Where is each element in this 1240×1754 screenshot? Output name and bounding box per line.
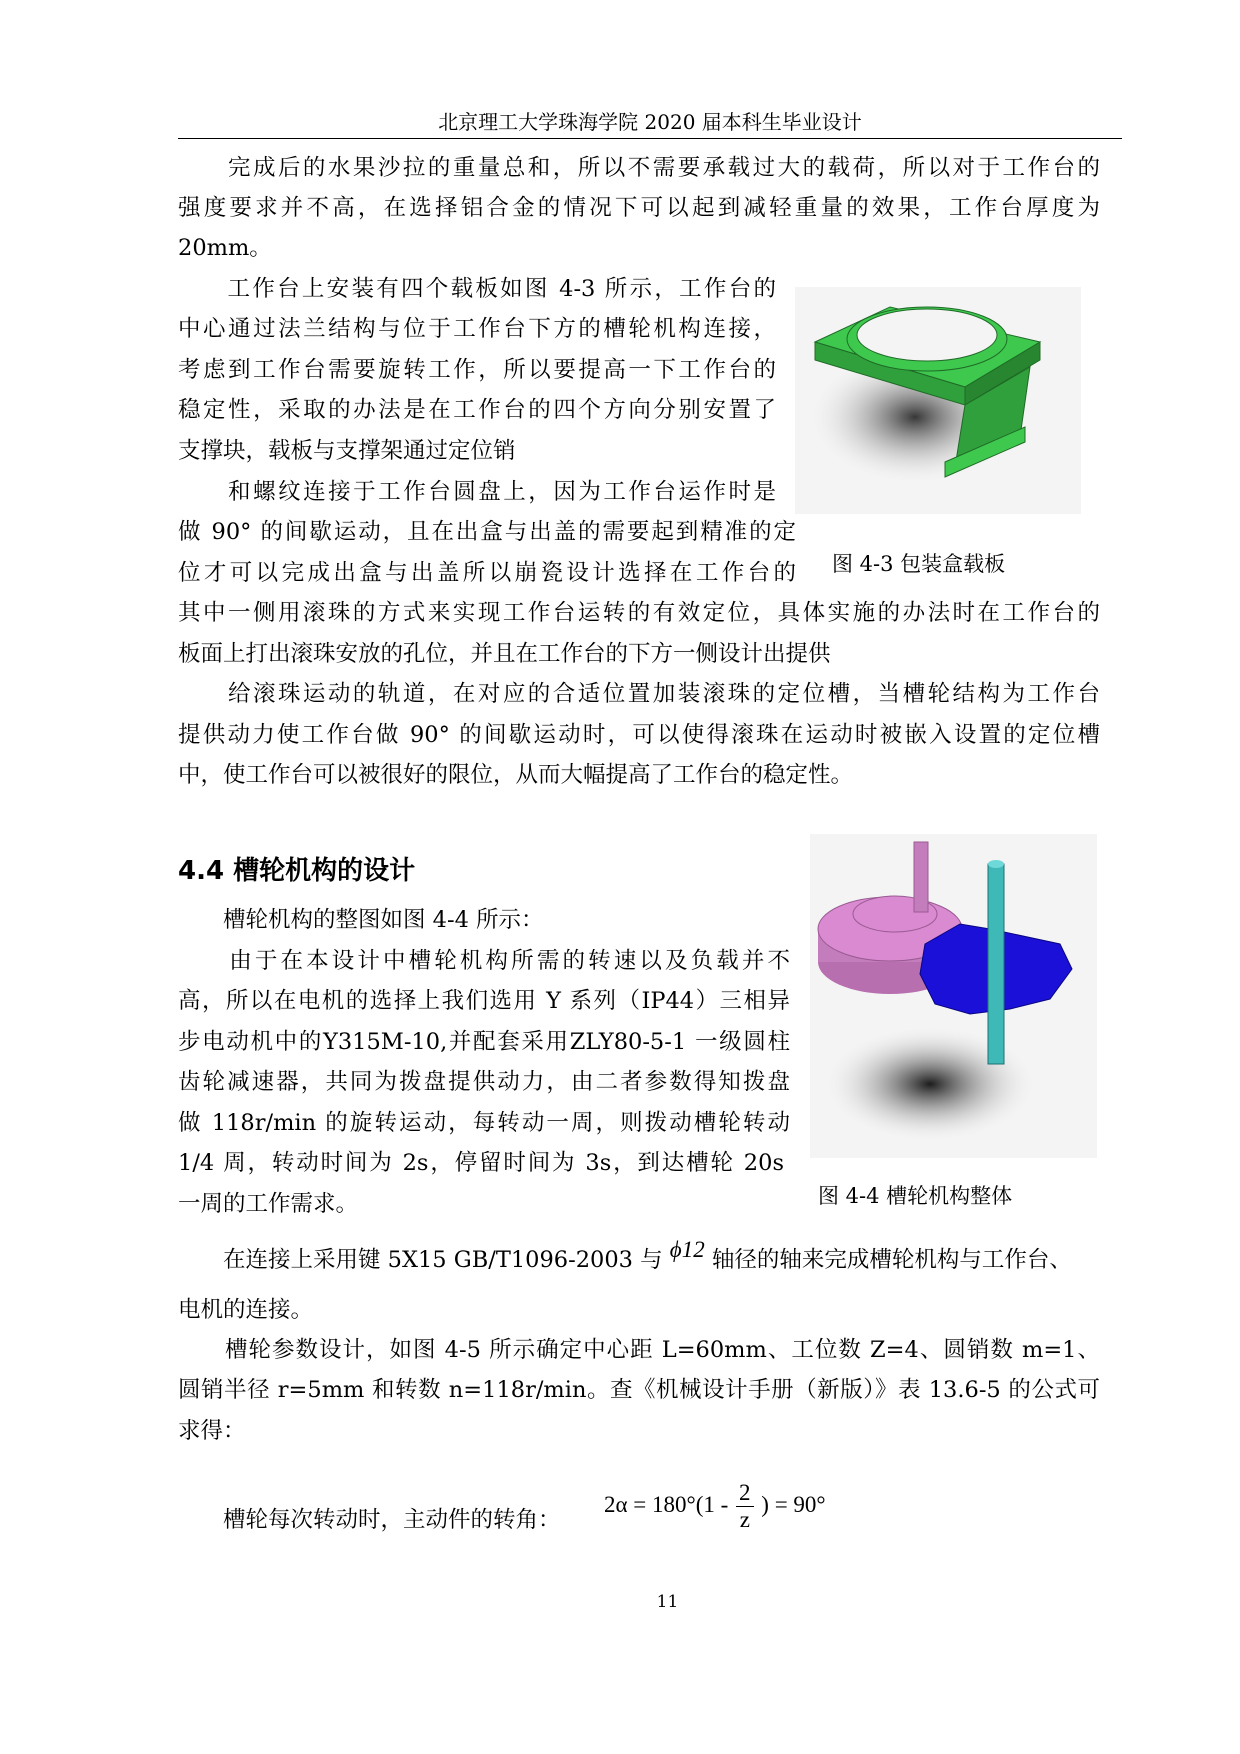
formula-numerator: 2 (736, 1480, 754, 1507)
paragraph-line: 圆销半径 r=5mm 和转数 n=118r/min。查《机械设计手册（新版）》表 13.6-5 的公式可 (178, 1377, 1100, 1403)
paragraph-line: 20mm。 (178, 235, 272, 261)
paragraph-line: 槽轮机构的整图如图 4-4 所示： (178, 907, 544, 933)
paragraph-line: 由于在本设计中槽轮机构所需的转速以及负载并不 (178, 948, 790, 974)
formula-lhs: 2α = 180°(1 - (604, 1491, 729, 1517)
paragraph-line: 稳定性，采取的办法是在工作台的四个方向分别安置了 (178, 397, 776, 423)
figure-4-4-caption: 图 4-4 槽轮机构整体 (818, 1184, 1013, 1208)
paragraph-line: 提供动力使工作台做 90° 的间歇运动时，可以使得滚珠在运动时被嵌入设置的定位槽 (178, 722, 1100, 748)
paragraph-line: 其中一侧用滚珠的方式来实现工作台运转的有效定位，具体实施的办法时在工作台的 (178, 600, 1100, 626)
section-heading: 4.4 槽轮机构的设计 (178, 856, 416, 886)
paragraph-line: 中，使工作台可以被很好的限位，从而大幅提高了工作台的稳定性。 (178, 762, 854, 788)
paragraph-line: 板面上打出滚珠安放的孔位，并且在工作台的下方一侧设计出提供 (178, 641, 831, 667)
paragraph-line: 槽轮参数设计，如图 4-5 所示确定中心距 L=60mm、工位数 Z=4、圆销数 m=1、 (178, 1337, 1100, 1363)
paragraph-line: 完成后的水果沙拉的重量总和，所以不需要承载过大的载荷，所以对于工作台的 (178, 155, 1100, 181)
paragraph-line: 齿轮减速器，共同为拨盘提供动力，由二者参数得知拨盘 (178, 1069, 790, 1095)
paragraph-line: 做 118r/min 的旋转运动，每转动一周，则拨动槽轮转动 (178, 1110, 790, 1136)
paragraph-line: 支撑块，载板与支撑架通过定位销 (178, 438, 516, 464)
figure-4-4-geneva-mechanism-image (810, 834, 1097, 1158)
diameter-symbol: ϕ12 (669, 1237, 705, 1262)
paragraph-line: 高，所以在电机的选择上我们选用 Y 系列（IP44）三相异 (178, 988, 790, 1014)
paragraph-line: 求得： (178, 1418, 246, 1444)
text-run: 轴径的轴来完成槽轮机构与工作台、 (711, 1247, 1072, 1273)
paragraph-line: 工作台上安装有四个载板如图 4-3 所示，工作台的 (178, 276, 776, 302)
paragraph-line: 考虑到工作台需要旋转工作，所以要提高一下工作台的 (178, 357, 776, 383)
paragraph-line: 位才可以完成出盒与出盖所以崩瓷设计选择在工作台的 (178, 560, 796, 586)
paragraph-line: 强度要求并不高，在选择铝合金的情况下可以起到减轻重量的效果，工作台厚度为 (178, 195, 1100, 221)
paragraph-line: 槽轮每次转动时，主动件的转角： (178, 1507, 561, 1533)
paragraph-line: 和螺纹连接于工作台圆盘上，因为工作台运作时是 (178, 479, 776, 505)
header-rule (178, 138, 1122, 139)
paragraph-line (178, 1237, 1072, 1275)
text-run: 在连接上采用键 5X15 GB/T1096-2003 与 (178, 1247, 663, 1273)
formula-rhs: ) = 90° (761, 1491, 826, 1517)
paragraph-line: 给滚珠运动的轨道，在对应的合适位置加装滚珠的定位槽，当槽轮结构为工作台 (178, 681, 1100, 707)
paragraph-line: 一周的工作需求。 (178, 1191, 359, 1217)
paragraph-line: 电机的连接。 (178, 1297, 314, 1323)
figure-4-3-caption: 图 4-3 包装盒载板 (832, 552, 1006, 576)
figure-4-3-carrier-plate-image (795, 287, 1081, 514)
formula-denominator: z (739, 1507, 750, 1532)
paragraph-line: 1/4 周，转动时间为 2s，停留时间为 3s，到达槽轮 20s (178, 1150, 784, 1176)
page-number: 11 (656, 1592, 679, 1612)
paragraph-line: 中心通过法兰结构与位于工作台下方的槽轮机构连接， (178, 316, 776, 342)
paragraph-line: 做 90° 的间歇运动，且在出盒与出盖的需要起到精准的定 (178, 519, 796, 545)
paragraph-line: 步电动机中的Y315M-10,并配套采用ZLY80-5-1 一级圆柱 (178, 1029, 790, 1055)
running-header: 北京理工大学珠海学院 2020 届本科生毕业设计 (438, 110, 862, 134)
formula (604, 1480, 826, 1533)
